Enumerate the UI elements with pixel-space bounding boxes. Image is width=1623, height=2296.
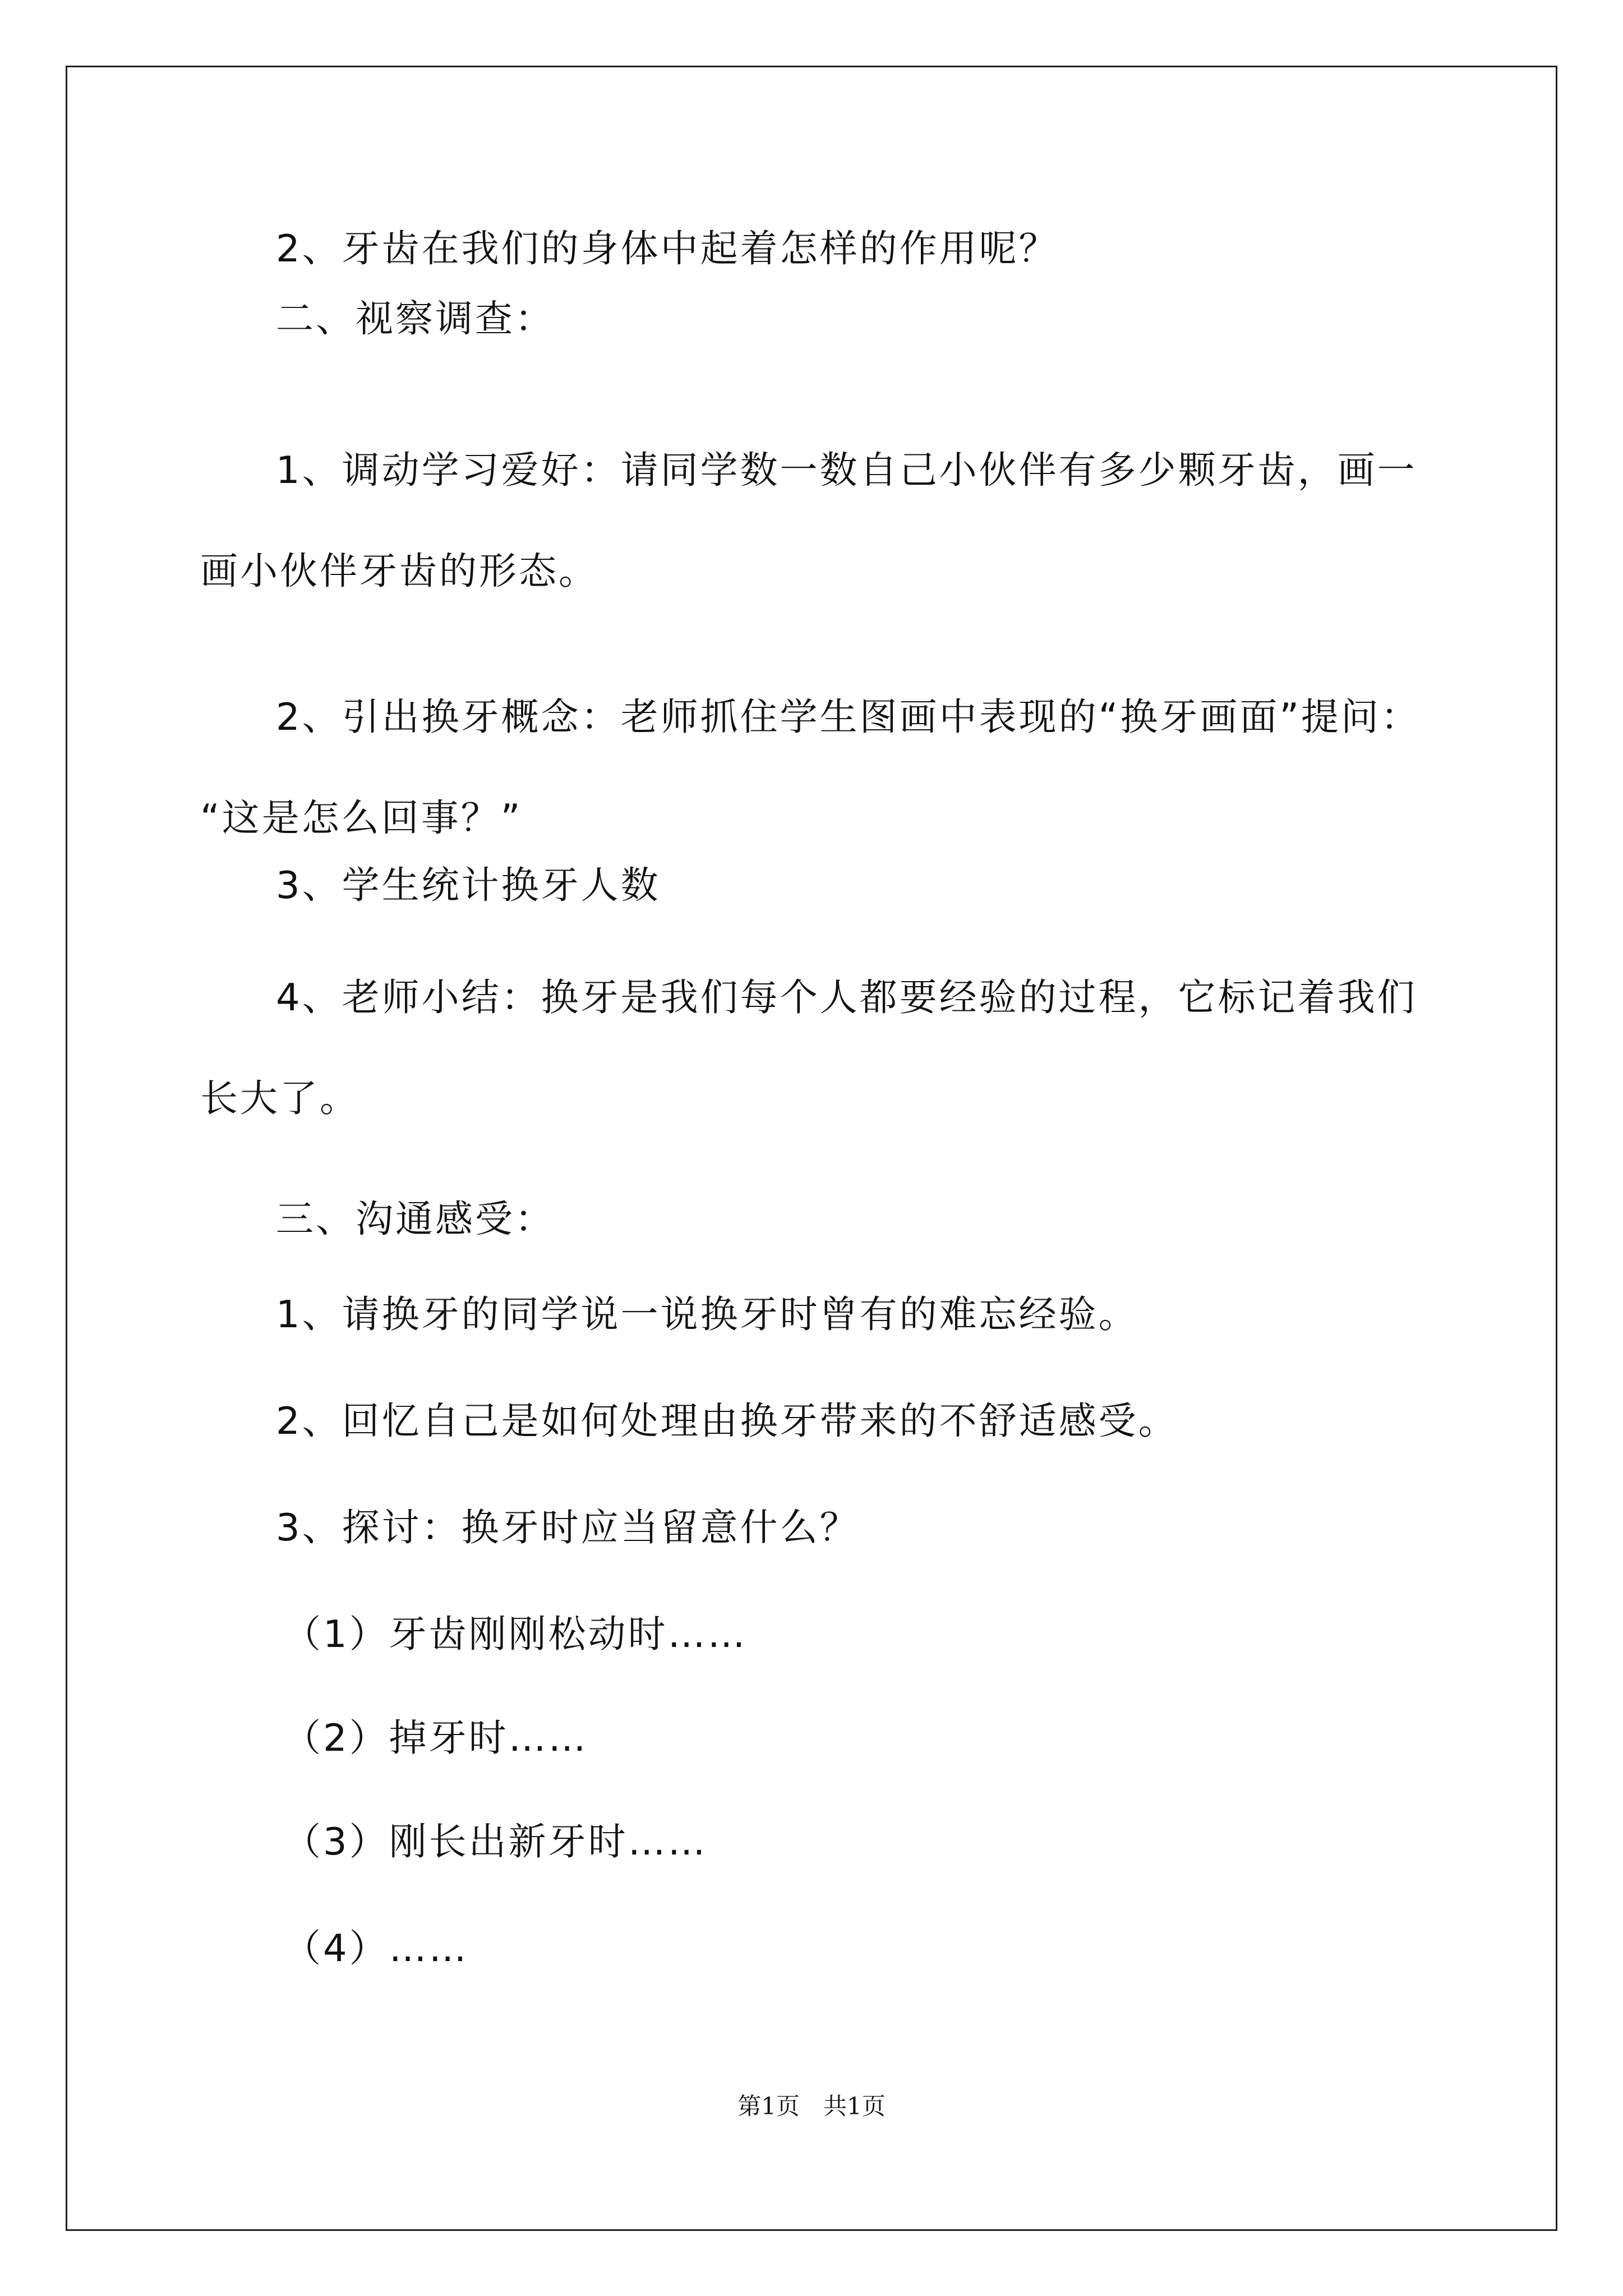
list-item-2: （2）掉牙时…… xyxy=(283,1716,588,1760)
paragraph-3: 1、调动学习爱好：请同学数一数自己小伙伴有多少颗牙齿，画一 xyxy=(276,448,1417,492)
list-item-3: （3）刚长出新牙时…… xyxy=(283,1820,708,1864)
page-footer: 第1页 共1页 xyxy=(737,2092,886,2120)
paragraph-5: 2、引出换牙概念：老师抓住学生图画中表现的“换牙画面”提问： xyxy=(276,695,1421,739)
paragraph-4: 画小伙伴牙齿的形态。 xyxy=(200,549,598,593)
list-item-4: （4）…… xyxy=(283,1926,469,1970)
paragraph-6: “这是怎么回事？” xyxy=(200,796,523,840)
page-border xyxy=(66,66,1557,2231)
section-heading-3: 三、沟通感受： xyxy=(276,1197,555,1241)
paragraph-11: 1、请换牙的同学说一说换牙时曾有的难忘经验。 xyxy=(276,1292,1138,1336)
section-heading-2: 二、视察调查： xyxy=(276,297,555,341)
paragraph-9: 长大了。 xyxy=(200,1076,359,1120)
list-item-1: （1）牙齿刚刚松动时…… xyxy=(283,1612,748,1656)
paragraph-1: 2、牙齿在我们的身体中起着怎样的作用呢？ xyxy=(276,227,1059,270)
paragraph-12: 2、回忆自己是如何处理由换牙带来的不舒适感受。 xyxy=(276,1399,1178,1443)
paragraph-7: 3、学生统计换牙人数 xyxy=(276,863,661,907)
paragraph-8: 4、老师小结：换牙是我们每个人都要经验的过程，它标记着我们 xyxy=(276,976,1417,1019)
paragraph-13: 3、探讨：换牙时应当留意什么？ xyxy=(276,1506,860,1549)
